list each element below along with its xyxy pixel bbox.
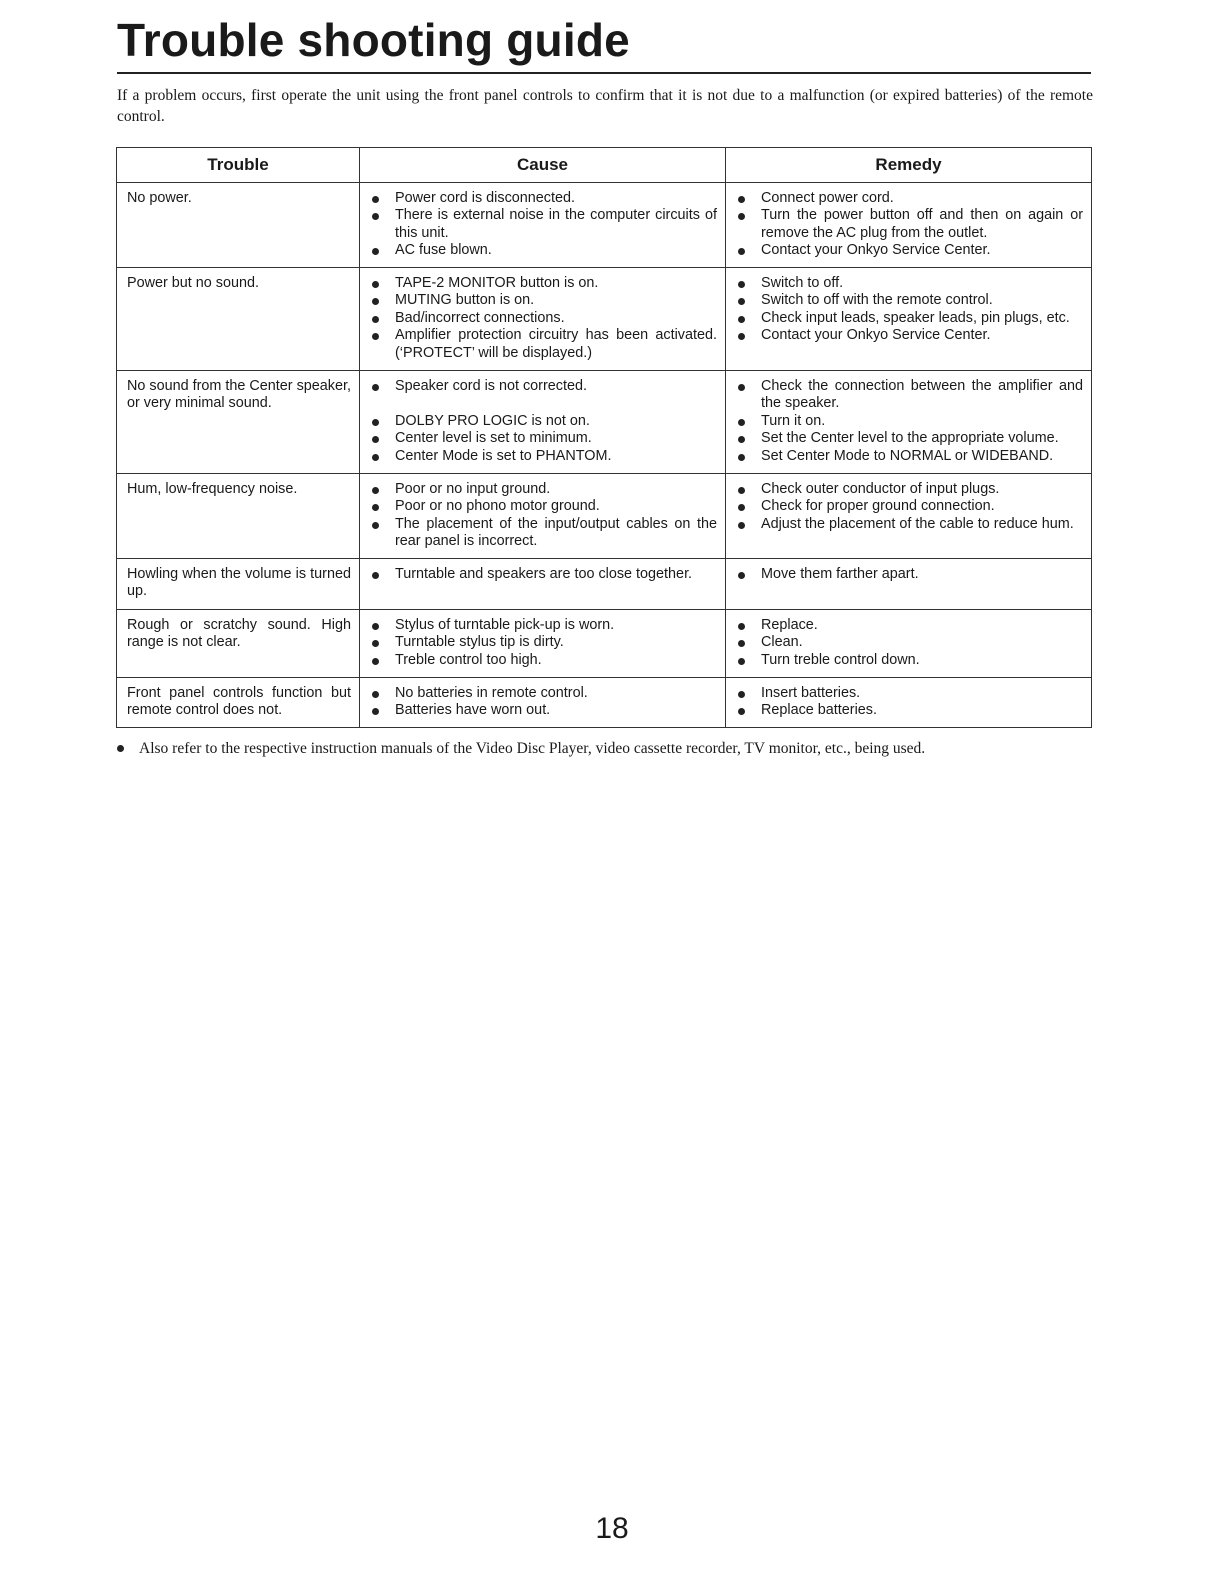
remedy-item: Move them farther apart. [736,566,1083,583]
table-row [117,610,1092,678]
remedy-item: Turn the power button off and then on again or remove the AC plug from the outlet. [736,207,1083,242]
cause-item: Turntable and speakers are too close together. [370,566,717,583]
remedy-item: Contact your Onkyo Service Center. [736,242,1083,259]
remedy-cell [726,678,1092,728]
remedy-cell [726,183,1092,268]
trouble-cell: No power. [117,183,360,268]
header-cause: Cause [360,148,726,183]
remedy-item: Check outer conductor of input plugs. [736,481,1083,498]
cause-cell [360,268,726,371]
remedy-item: Set the Center level to the appropriate volume. [736,430,1083,447]
cause-item: Batteries have worn out. [370,702,717,719]
remedy-cell [726,559,1092,610]
remedy-item: Turn treble control down. [736,652,1083,669]
cause-item: Turntable stylus tip is dirty. [370,634,717,651]
footnote [117,738,1093,759]
table-row [117,371,1092,474]
cause-item: DOLBY PRO LOGIC is not on. [370,413,717,430]
cause-item: Poor or no phono motor ground. [370,498,717,515]
trouble-cell: Front panel controls function but remote control does not. [117,678,360,728]
remedy-item: Check input leads, speaker leads, pin plugs, etc. [736,310,1083,327]
remedy-item: Check the connection between the amplifier and the speaker. [736,378,1083,413]
remedy-item: Replace batteries. [736,702,1083,719]
cause-item: TAPE-2 MONITOR button is on. [370,275,717,292]
remedy-item: Connect power cord. [736,190,1083,207]
table-header-row [117,148,1092,183]
cause-item: The placement of the input/output cables on the rear panel is incorrect. [370,516,717,551]
remedy-cell [726,474,1092,559]
page-number: 18 [595,1512,629,1545]
title-divider [117,72,1091,74]
cause-item: Speaker cord is not corrected. [370,378,717,395]
remedy-item: Clean. [736,634,1083,651]
page-title: Trouble shooting guide [117,14,630,66]
bullet-icon [117,745,124,752]
trouble-cell: Power but no sound. [117,268,360,371]
footnote-text: Also refer to the respective instruction manuals of the Video Disc Player, video cassette recorder, TV monitor, etc., being used. [139,740,926,757]
cause-item: Treble control too high. [370,652,717,669]
remedy-item: Adjust the placement of the cable to reduce hum. [736,516,1083,533]
cause-item: Power cord is disconnected. [370,190,717,207]
cause-cell [360,559,726,610]
cause-item: Bad/incorrect connections. [370,310,717,327]
header-trouble: Trouble [117,148,360,183]
table-row [117,183,1092,268]
cause-item: There is external noise in the computer circuits of this unit. [370,207,717,242]
trouble-cell: Rough or scratchy sound. High range is not clear. [117,610,360,678]
cause-item: Amplifier protection circuitry has been activated. (‘PROTECT’ will be displayed.) [370,327,717,362]
table-row [117,678,1092,728]
remedy-item: Set Center Mode to NORMAL or WIDEBAND. [736,448,1083,465]
remedy-item: Turn it on. [736,413,1083,430]
remedy-item: Contact your Onkyo Service Center. [736,327,1083,344]
cause-cell [360,678,726,728]
remedy-item: Insert batteries. [736,685,1083,702]
table-row [117,268,1092,371]
cause-cell [360,474,726,559]
cause-item: MUTING button is on. [370,292,717,309]
cause-item: Center level is set to minimum. [370,430,717,447]
remedy-item: Check for proper ground connection. [736,498,1083,515]
cause-item: Stylus of turntable pick-up is worn. [370,617,717,634]
table-row [117,559,1092,610]
troubleshooting-table [116,147,1092,728]
cause-cell [360,610,726,678]
cause-item: AC fuse blown. [370,242,717,259]
cause-item: Poor or no input ground. [370,481,717,498]
remedy-item: Replace. [736,617,1083,634]
remedy-item: Switch to off with the remote control. [736,292,1083,309]
intro-paragraph: If a problem occurs, first operate the unit using the front panel controls to confirm that it is not due to a malfunction (or expired batteries) of the remote control. [117,87,1093,125]
trouble-cell: Howling when the volume is turned up. [117,559,360,610]
remedy-item: Switch to off. [736,275,1083,292]
remedy-cell [726,371,1092,474]
remedy-cell [726,268,1092,371]
cause-cell [360,183,726,268]
cause-cell [360,371,726,474]
trouble-cell: No sound from the Center speaker, or very minimal sound. [117,371,360,474]
trouble-cell: Hum, low-frequency noise. [117,474,360,559]
remedy-cell [726,610,1092,678]
cause-item: No batteries in remote control. [370,685,717,702]
cause-item: Center Mode is set to PHANTOM. [370,448,717,465]
table-row [117,474,1092,559]
header-remedy: Remedy [726,148,1092,183]
